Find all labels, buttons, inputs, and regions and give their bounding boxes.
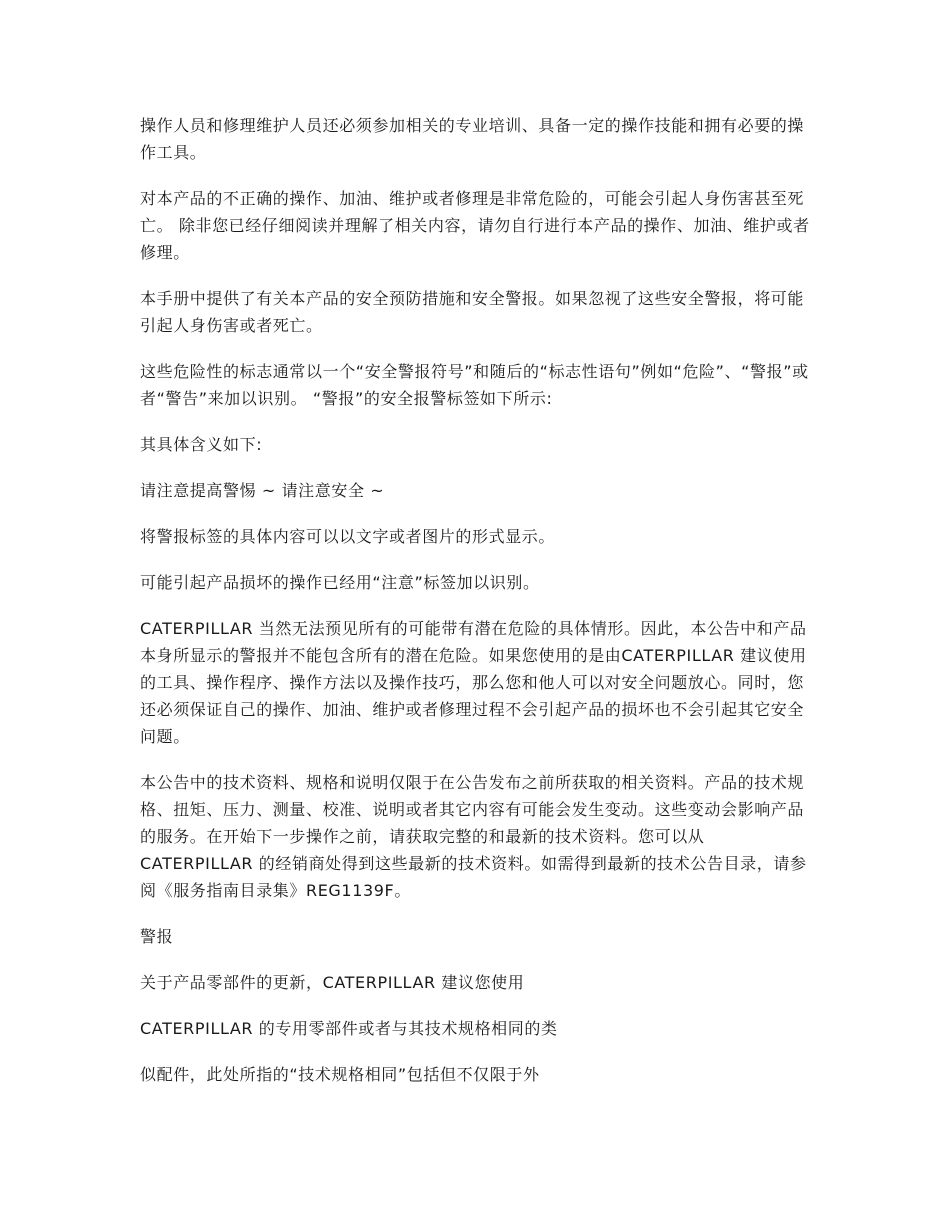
paragraph-safety-alerts: 本手册中提供了有关本产品的安全预防措施和安全警报。如果忽视了这些安全警报，将可能引起人身伤害或者死亡。 — [140, 289, 805, 335]
paragraph-technical-info: 本公告中的技术资料、规格和说明仅限于在公告发布之前所获取的相关资料。产品的技术规格、扭矩、压力、测量、校准、说明或者其它内容有可能会发生变动。这些变动会影响产品的服务。在开始下一步操作之前，请获取完整的和最新的技术资料。您可以从 CATERPILLAR 的经销商处得到这些最新的技术资料。如需得到最新的技术公告目录，请参阅《服务指南目录集》REG1139F。 — [140, 773, 807, 900]
paragraph-training: 操作人员和修理维护人员还必须参加相关的专业培训、具备一定的操作技能和拥有必要的操作工具。 — [140, 116, 805, 162]
paragraph-parts-3: 似配件，此处所指的“技术规格相同”包括但不仅限于外 — [140, 1065, 540, 1084]
paragraph-notice-label: 可能引起产品损坏的操作已经用“注意”标签加以识别。 — [140, 573, 540, 592]
paragraph-caterpillar-disclaimer: CATERPILLAR 当然无法预见所有的可能带有潜在危险的具体情形。因此，本公告中和产品本身所显示的警报并不能包含所有的潜在危险。如果您使用的是由CATERPILLAR 建议使用的工具、操作程序、操作方法以及操作技巧，那么您和他人可以对安全问题放心。同时，您还必须保证自己的操作、加油、维护或者修理过程不会引起产品的损坏也不会引起其它安全问题。 — [140, 619, 807, 746]
document-page — [140, 112, 820, 1107]
paragraph-hazard-symbols: 这些危险性的标志通常以一个“安全警报符号”和随后的“标志性语句”例如“危险”、“警报”或者“警告”来加以识别。 “警报”的安全报警标签如下所示: — [140, 362, 809, 408]
paragraph-label-content: 将警报标签的具体内容可以以文字或者图片的形式显示。 — [140, 527, 556, 546]
paragraph-parts-1: 关于产品零部件的更新，CATERPILLAR 建议您使用 — [140, 973, 525, 992]
paragraph-meaning-intro: 其具体含义如下: — [140, 435, 263, 454]
paragraph-parts-2: CATERPILLAR 的专用零部件或者与其技术规格相同的类 — [140, 1019, 558, 1038]
section-heading-warning: 警报 — [140, 927, 174, 946]
paragraph-alert-meaning: 请注意提高警惕 ~ 请注意安全 ~ — [140, 481, 385, 500]
paragraph-danger-warning: 对本产品的不正确的操作、加油、维护或者修理是非常危险的，可能会引起人身伤害甚至死亡。 除非您已经仔细阅读并理解了相关内容，请勿自行进行本产品的操作、加油、维护或者修理。 — [140, 189, 810, 262]
